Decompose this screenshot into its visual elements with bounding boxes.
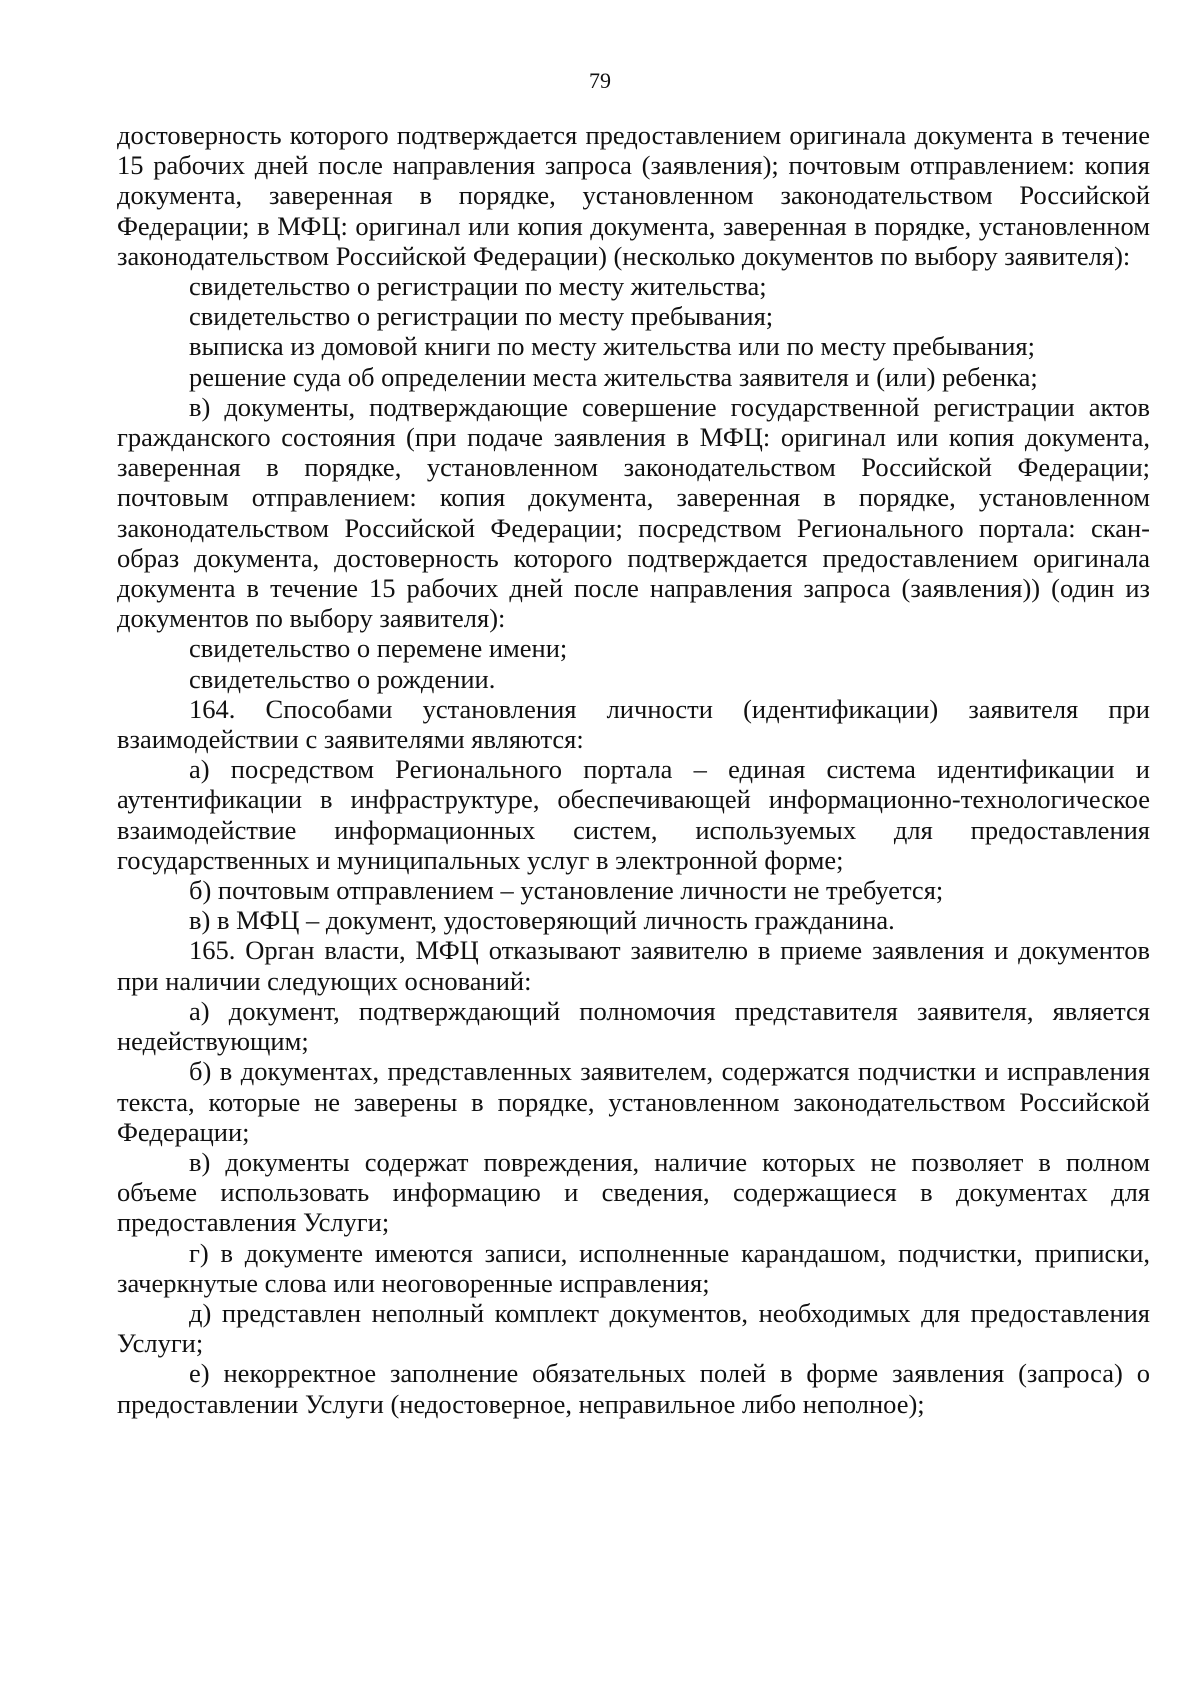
list-item: свидетельство о регистрации по месту жительства; bbox=[189, 271, 767, 302]
list-item: в) документы содержат повреждения, наличие которых не позволяет в полном объеме использовать информацию и сведения, содержащиеся в документах для предоставления Услуги; bbox=[117, 1146, 1150, 1238]
page-number: 79 bbox=[589, 68, 611, 93]
list-item: свидетельство о перемене имени; bbox=[189, 633, 568, 664]
document-body bbox=[117, 120, 1150, 1419]
list-item: свидетельство о рождении. bbox=[189, 663, 496, 694]
list-item: свидетельство о регистрации по месту пребывания; bbox=[189, 301, 774, 332]
paragraph: достоверность которого подтверждается предоставлением оригинала документа в течение 15 рабочих дней после направления запроса (заявления); почтовым отправлением: копия документа, заверенная в порядке, установленном законодательством Российской Федерации; в МФЦ: оригинал или копия документа, заверенная в порядке, установленном законодательством Российской Федерации) (несколько документов по выбору заявителя): bbox=[117, 120, 1150, 271]
list-item: д) представлен неполный комплект документов, необходимых для предоставления Услуги; bbox=[117, 1297, 1150, 1359]
paragraph: 164. Способами установления личности (идентификации) заявителя при взаимодействии с заявителями являются: bbox=[117, 693, 1150, 755]
list-item: а) документ, подтверждающий полномочия представителя заявителя, является недействующим; bbox=[117, 995, 1150, 1057]
list-item: а) посредством Регионального портала – единая система идентификации и аутентификации в инфраструктуре, обеспечивающей информационно-технологическое взаимодействие информационных систем, используемых для предоставления государственных и муниципальных услуг в электронной форме; bbox=[117, 754, 1150, 875]
list-item: б) в документах, представленных заявителем, содержатся подчистки и исправления текста, которые не заверены в порядке, установленном законодательством Российской Федерации; bbox=[117, 1056, 1150, 1147]
list-item: выписка из домовой книги по месту жительства или по месту пребывания; bbox=[189, 331, 1035, 362]
paragraph: 165. Орган власти, МФЦ отказывают заявителю в приеме заявления и документов при наличии следующих оснований: bbox=[117, 935, 1150, 996]
list-item: в) в МФЦ – документ, удостоверяющий личность гражданина. bbox=[189, 905, 895, 936]
list-item: г) в документе имеются записи, исполненные карандашом, подчистки, приписки, зачеркнутые слова или неоговоренные исправления; bbox=[117, 1237, 1150, 1298]
paragraph: в) документы, подтверждающие совершение государственной регистрации актов гражданского состояния (при подаче заявления в МФЦ: оригинал или копия документа, заверенная в порядке, установленном законодательством Российской Федерации; почтовым отправлением: копия документа, заверенная в порядке, установленном законодательством Российской Федерации; посредством Регионального портала: скан-образ документа, достоверность которого подтверждается предоставлением оригинала документа в течение 15 рабочих дней после направления запроса (заявления)) (один из документов по выбору заявителя): bbox=[117, 391, 1150, 634]
list-item: б) почтовым отправлением – установление личности не требуется; bbox=[189, 875, 944, 906]
list-item: решение суда об определении места жительства заявителя и (или) ребенка; bbox=[189, 361, 1038, 392]
list-item: е) некорректное заполнение обязательных полей в форме заявления (запроса) о предоставлении Услуги (недостоверное, неправильное либо неполное); bbox=[117, 1358, 1150, 1419]
